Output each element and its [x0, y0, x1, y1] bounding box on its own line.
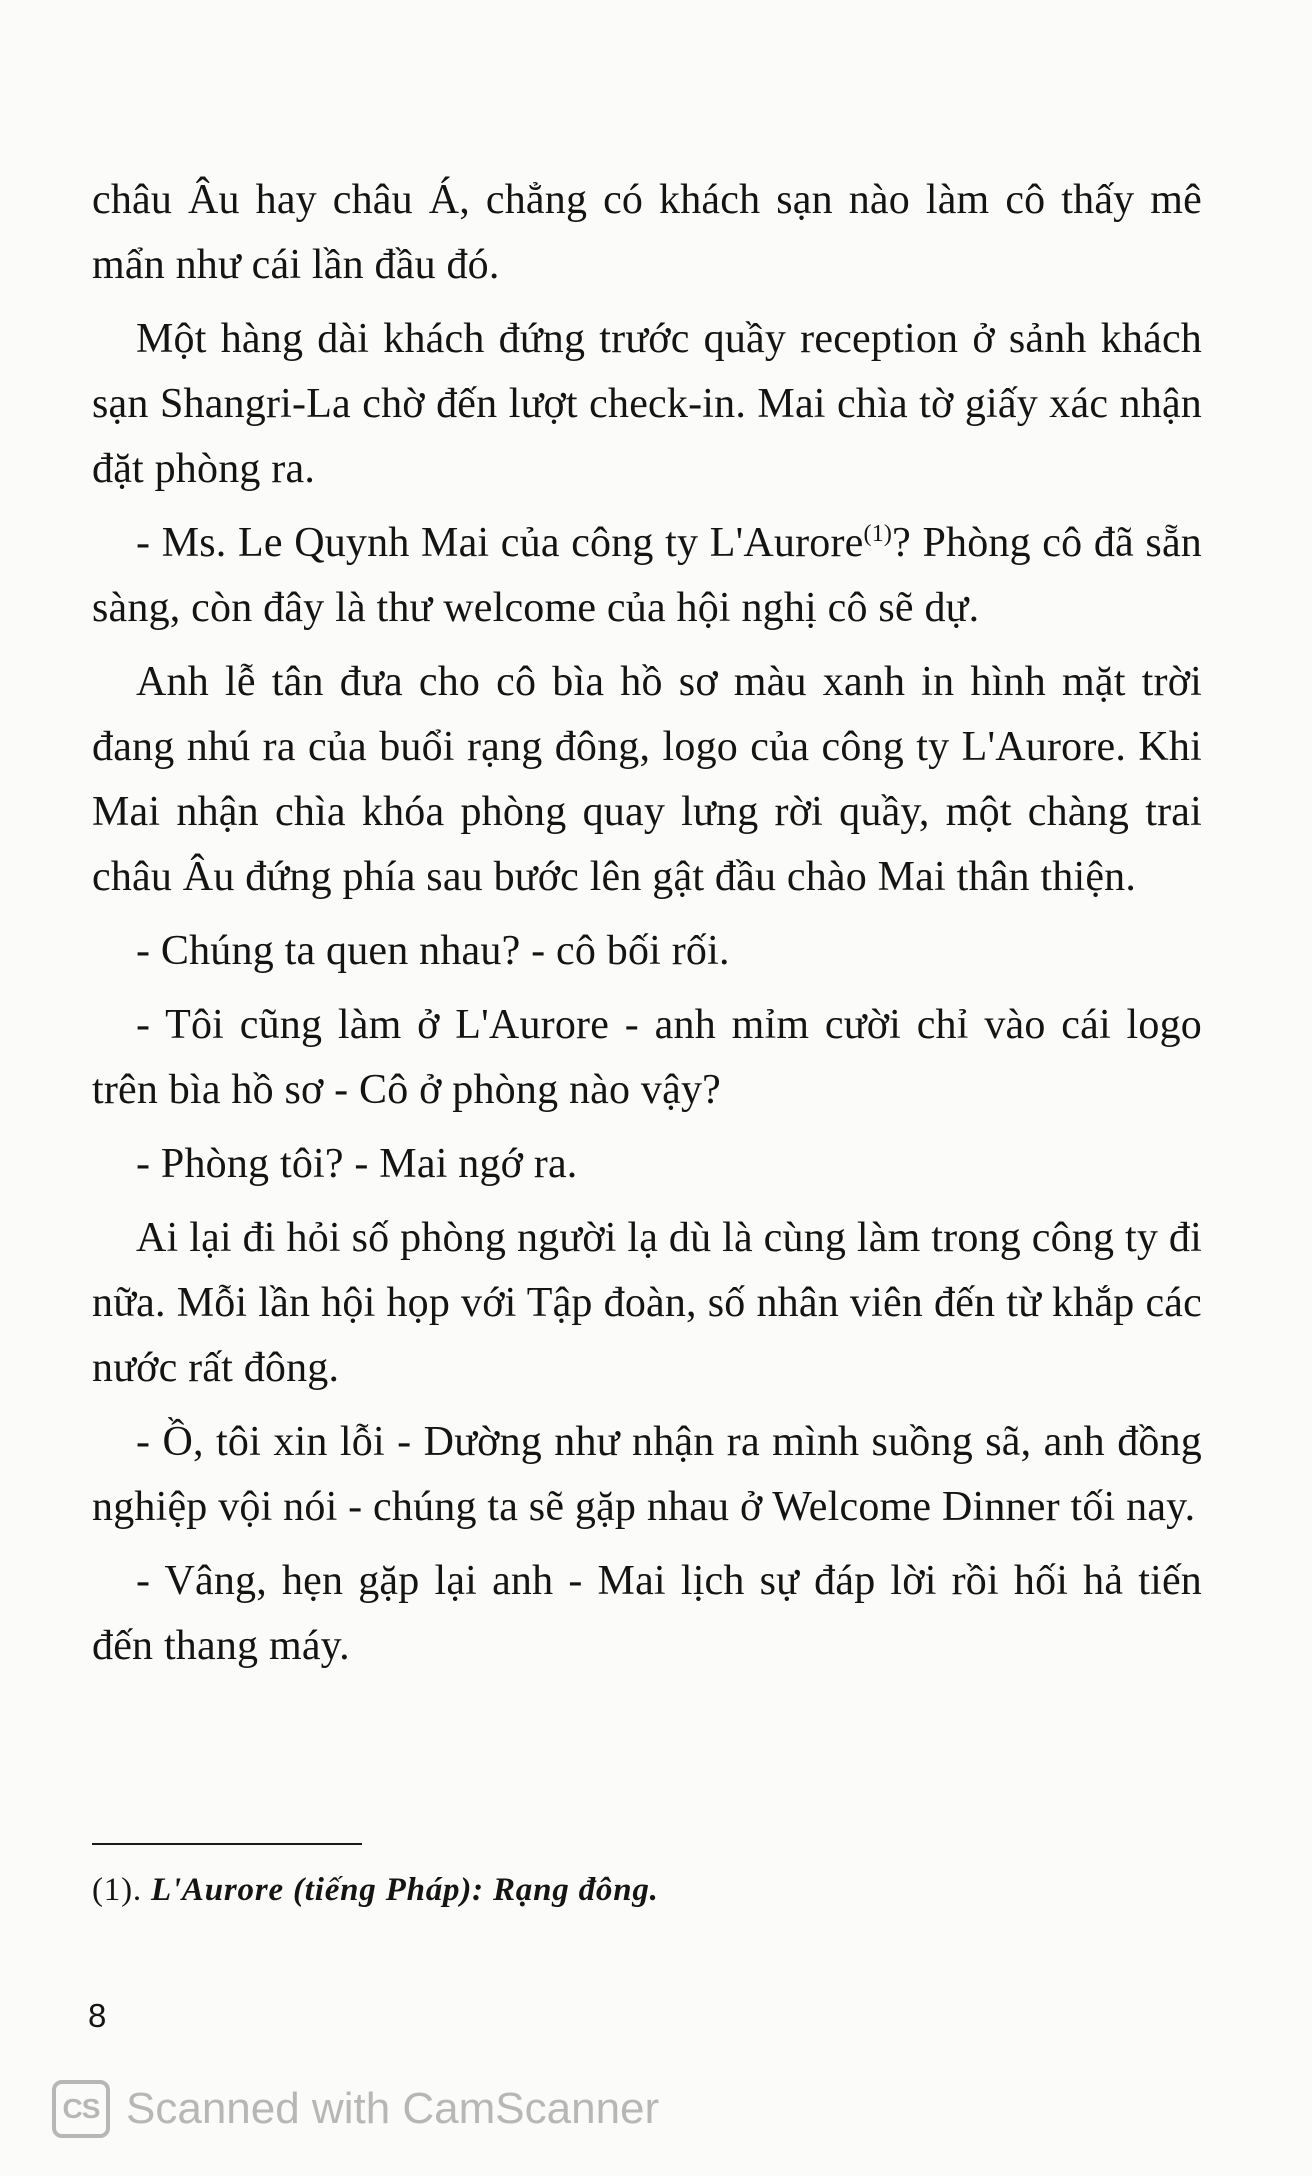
watermark-text: Scanned with CamScanner — [126, 2084, 660, 2133]
paragraph-narration: Ai lại đi hỏi số phòng người lạ dù là cùng làm trong công ty đi nữa. Mỗi lần hội họp với Tập đoàn, số nhân viên đến từ khắp các nước rất đông. — [92, 1215, 1202, 1391]
paragraph-folder: Anh lễ tân đưa cho cô bìa hồ sơ màu xanh in hình mặt trời đang nhú ra của buổi rạng đông, logo của công ty L'Aurore. Khi Mai nhận chìa khóa phòng quay lưng rời quầy, một chàng trai châu Âu đứng phía sau bước lên gật đầu chào Mai thân thiện. — [92, 659, 1202, 900]
dialogue-text-after-note: ? Phòng cô đã sẵn sàng, còn đây là thư welcome của hội nghị cô sẽ dự. — [92, 520, 1202, 631]
footnote-marker: (1) — [863, 521, 893, 547]
footnote-divider — [92, 1843, 362, 1845]
paragraph-continuation: châu Âu hay châu Á, chẳng có khách sạn nào làm cô thấy mê mẩn như cái lần đầu đó. — [92, 177, 1202, 288]
camscanner-logo-icon: CS — [52, 2080, 110, 2138]
camscanner-watermark — [52, 2080, 659, 2138]
paragraph-dialogue-question: - Chúng ta quen nhau? - cô bối rối. — [136, 928, 730, 974]
dialogue-text-before-note: - Ms. Le Quynh Mai của công ty L'Aurore — [136, 520, 864, 566]
paragraph-reception: Một hàng dài khách đứng trước quầy reception ở sảnh khách sạn Shangri-La chờ đến lượt check-in. Mai chìa tờ giấy xác nhận đặt phòng ra. — [92, 316, 1202, 492]
body-text — [92, 168, 1202, 1679]
paragraph-dialogue-apology: - Ồ, tôi xin lỗi - Dường như nhận ra mình suồng sã, anh đồng nghiệp vội nói - chúng ta sẽ gặp nhau ở Welcome Dinner tối nay. — [92, 1419, 1202, 1530]
footnote-label: (1). — [92, 1872, 142, 1908]
page-number: 8 — [88, 1997, 107, 2034]
paragraph-dialogue-room: - Phòng tôi? - Mai ngớ ra. — [136, 1141, 578, 1187]
footnote — [92, 1868, 659, 1912]
paragraph-receptionist-dialogue — [92, 511, 1202, 641]
footnote-text: L'Aurore (tiếng Pháp): Rạng đông. — [151, 1872, 659, 1908]
paragraph-dialogue-farewell: - Vâng, hẹn gặp lại anh - Mai lịch sự đáp lời rồi hối hả tiến đến thang máy. — [92, 1558, 1202, 1669]
paragraph-dialogue-logo: - Tôi cũng làm ở L'Aurore - anh mỉm cười chỉ vào cái logo trên bìa hồ sơ - Cô ở phòng nào vậy? — [92, 1002, 1202, 1113]
